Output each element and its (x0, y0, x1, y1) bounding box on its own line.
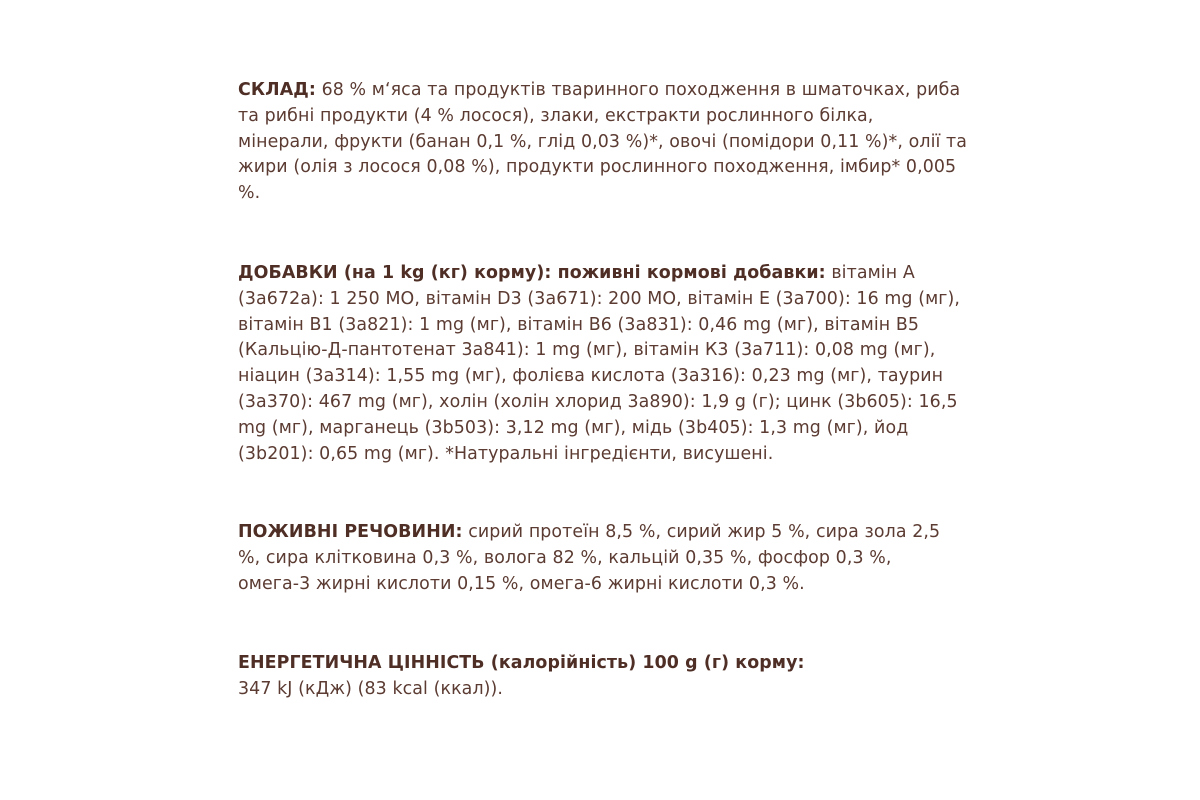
energy-heading: ЕНЕРГЕТИЧНА ЦІННІСТЬ (калорійність) 100 g (г) корму: (238, 652, 805, 673)
additives-heading: ДОБАВКИ (на 1 kg (кг) корму): (238, 262, 552, 283)
additives-section (238, 261, 968, 467)
energy-section (238, 651, 968, 703)
composition-heading: СКЛАД: (238, 80, 316, 100)
additives-text: вітамін А (3а672а): 1 250 МО, вітамін D3 (3а671): 200 МО, вітамін Е (3а700): 16 mg (мг), вітамін В1 (3а821): 1 mg (мг), вітамін В6 (3а831): 0,46 mg (мг), вітамін В5 (Кальцію-Д-пантотенат 3а841): 1 mg (мг), вітамін К3 (3а711): 0,08 mg (мг), ніацин (3а314): 1,55 mg (мг), фолієва кислота (3а316): 0,23 mg (мг), таурин (3а370): 467 mg (мг), холін (холін хлорид 3а890): 1,9 g (г); цинк (3b605): 16,5 mg (мг), марганець (3b503): 3,12 mg (мг), мідь (3b405): 1,3 mg (мг), йод (3b201): 0,65 mg (мг). *Натуральні інгредієнти, висушені. (238, 262, 961, 464)
composition-section (238, 78, 968, 207)
additives-subheading: поживні кормові добавки: (551, 262, 826, 283)
ingredients-document (238, 78, 968, 702)
nutrients-section (238, 520, 968, 597)
energy-text: 347 kJ (кДж) (83 kcal (ккал)). (238, 678, 504, 699)
nutrients-text: сирий протеїн 8,5 %, сирий жир 5 %, сира зола 2,5 %, сира клітковина 0,3 %, волога 82 %, кальцій 0,35 %, фосфор 0,3 %, омега-3 жирні кислоти 0,15 %, омега-6 жирні кислоти 0,3 %. (238, 522, 941, 594)
nutrients-heading: ПОЖИВНІ РЕЧОВИНИ: (238, 522, 463, 543)
composition-text: 68 % м‘яса та продуктів тваринного походження в шматочках, риба та рибні продукти (4 % лосося), злаки, екстракти рослинного білка, мінерали, фрукти (банан 0,1 %, глід 0,03 %)*, овочі (помідори 0,11 %)*, олії та жири (олія з лосося 0,08 %), продукти рослинного походження, імбир* 0,005 %. (238, 80, 968, 204)
